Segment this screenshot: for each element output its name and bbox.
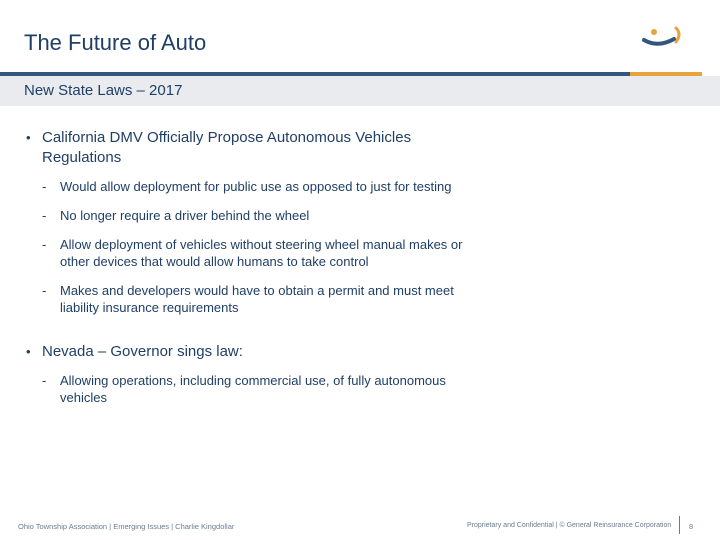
footer-right-text: Proprietary and Confidential | © General Reinsurance Corporation <box>467 522 672 529</box>
dash-marker: - <box>42 208 47 223</box>
subbullet-text: Makes and developers would have to obtain a permit and must meet liability insurance requirements <box>60 283 454 315</box>
slide-subtitle: New State Laws – 2017 <box>24 82 183 99</box>
footer-divider <box>679 516 680 534</box>
dash-marker: - <box>42 237 47 252</box>
slide-content <box>26 128 486 418</box>
subbullet-text: Would allow deployment for public use as opposed to just for testing <box>60 179 452 194</box>
gen-re-logo-icon <box>640 22 690 52</box>
subbullet <box>26 236 465 270</box>
subbullet <box>26 178 465 195</box>
subbullet-text: Allow deployment of vehicles without steering wheel manual makes or other devices that would allow humans to take control <box>60 237 463 269</box>
subbullet <box>26 207 465 224</box>
dash-marker: - <box>42 179 47 194</box>
dash-marker: - <box>42 283 47 298</box>
bullet-text: Nevada – Governor sings law: <box>42 343 243 360</box>
bullet-marker: • <box>26 344 31 359</box>
subbullet <box>26 372 465 406</box>
footer-left-text: Ohio Township Association | Emerging Issues | Charlie Kingdollar <box>18 522 235 531</box>
bullet-marker: • <box>26 130 31 145</box>
spacer <box>26 328 486 342</box>
subbullet <box>26 282 465 316</box>
bullet-california <box>26 128 486 168</box>
page-title: The Future of Auto <box>24 30 207 55</box>
page-number: 8 <box>689 522 694 531</box>
bullet-nevada <box>26 342 486 362</box>
dash-marker: - <box>42 373 47 388</box>
bullet-text: California DMV Officially Propose Autonomous Vehicles Regulations <box>42 129 412 166</box>
subbullet-text: No longer require a driver behind the wheel <box>60 208 310 223</box>
subbullet-text: Allowing operations, including commercial use, of fully autonomous vehicles <box>60 373 446 405</box>
